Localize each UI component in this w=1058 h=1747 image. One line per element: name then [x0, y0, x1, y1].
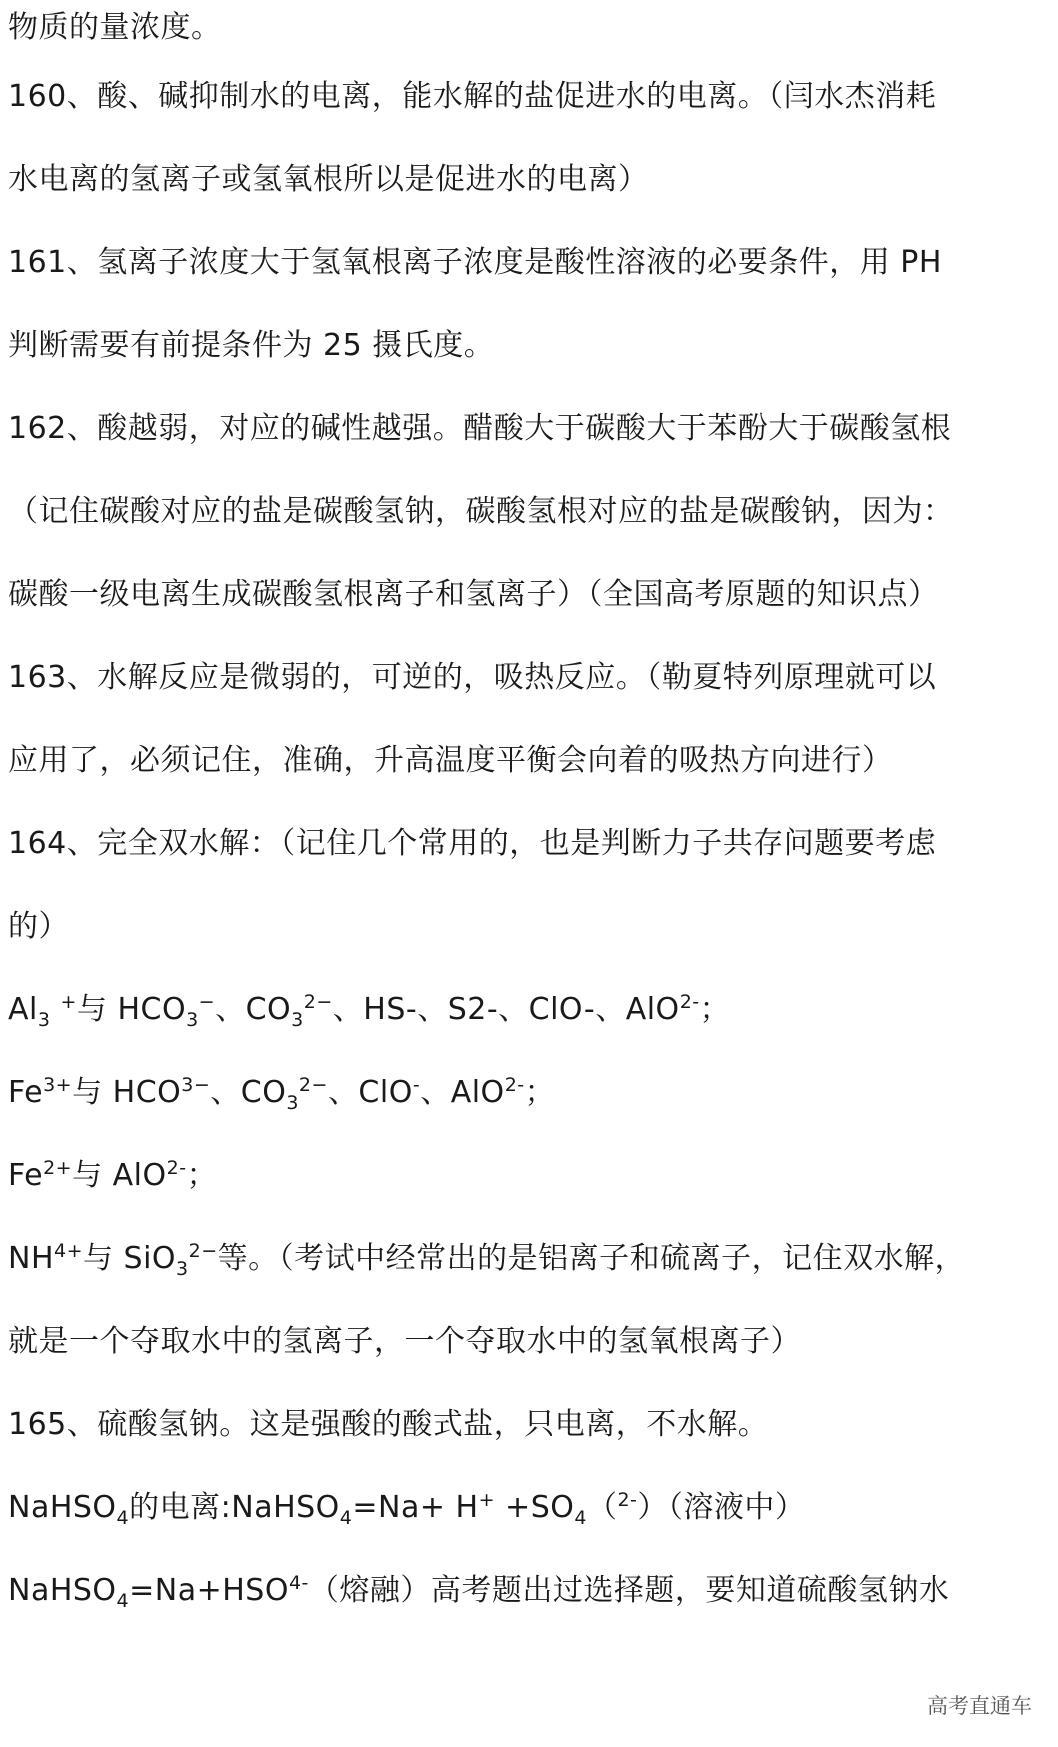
formula-subscript: 4 — [116, 1590, 130, 1612]
formula-superscript: 4+ — [54, 1240, 84, 1262]
formula-subscript: 3 — [37, 1009, 51, 1031]
formula-text: +SO — [495, 1490, 575, 1525]
paragraph-line: 163、水解反应是微弱的，可逆的，吸热反应。（勒夏特列原理就可以 — [8, 660, 937, 695]
formula-text: 、ClO — [327, 1075, 413, 1110]
formula-text: NaHSO — [8, 1490, 117, 1525]
formula-subscript: 4 — [574, 1507, 587, 1529]
paragraph-line: 碳酸一级电离生成碳酸氢根离子和氢离子）（全国高考原题的知识点） — [8, 577, 939, 612]
formula-superscript: 2− — [298, 1074, 328, 1096]
formula-superscript: 2- — [504, 1074, 525, 1096]
paragraph-line: 161、氢离子浓度大于氢氧根离子浓度是酸性溶液的必要条件，用 PH — [8, 245, 942, 280]
formula-superscript: + — [478, 1489, 496, 1511]
paragraph-line: 160、酸、碱抑制水的电离，能水解的盐促进水的电离。（闫水杰消耗 — [8, 79, 937, 114]
formula-text: （熔融）高考题出过选择题，要知道硫酸氢钠水 — [308, 1573, 950, 1608]
formula-text: 、HS-、S2-、ClO-、AlO — [332, 992, 680, 1027]
paragraph-line: 就是一个夺取水中的氢离子，一个夺取水中的氢氧根离子） — [8, 1324, 801, 1359]
formula-text: 的电离:NaHSO — [129, 1490, 340, 1525]
formula-text: 等。（考试中经常出的是铝离子和硫离子，记住双水解， — [217, 1241, 966, 1276]
formula-subscript: 3 — [291, 1009, 304, 1031]
formula-text: =Na+HSO — [129, 1573, 289, 1608]
formula-superscript: 2- — [617, 1489, 638, 1511]
formula-subscript: 3 — [176, 1258, 189, 1280]
paragraph-line: （记住碳酸对应的盐是碳酸氢钠，碳酸氢根对应的盐是碳酸钠，因为： — [8, 494, 954, 529]
formula-superscript: − — [198, 991, 216, 1013]
formula-text: 、CO — [215, 992, 292, 1027]
formula-superscript: 3− — [181, 1074, 211, 1096]
formula-text: ）（溶液中） — [637, 1490, 806, 1525]
formula-text: ； — [524, 1075, 556, 1110]
formula-subscript: 4 — [116, 1507, 130, 1529]
formula-text: Fe — [8, 1158, 44, 1193]
formula-text: 、AlO — [420, 1075, 505, 1110]
formula-text: 与 AlO — [72, 1158, 167, 1193]
formula-text: ； — [186, 1158, 218, 1193]
formula-line-fe2 — [8, 1134, 1050, 1217]
paragraph-line: 162、酸越弱，对应的碱性越强。醋酸大于碳酸大于苯酚大于碳酸氢根 — [8, 411, 952, 446]
formula-subscript: 4 — [339, 1507, 353, 1529]
paragraph-line: 165、硫酸氢钠。这是强酸的酸式盐，只电离，不水解。 — [8, 1407, 769, 1442]
formula-text: （ — [586, 1490, 618, 1525]
formula-subscript: 3 — [186, 1009, 199, 1031]
formula-superscript: + — [60, 991, 77, 1013]
source-watermark: 高考直通车 — [927, 1694, 1032, 1718]
formula-line-al3 — [8, 968, 1050, 1051]
formula-superscript: 2+ — [43, 1157, 73, 1179]
formula-superscript: 2- — [166, 1157, 187, 1179]
paragraph-line: 的） — [8, 909, 69, 944]
paragraph-line: 应用了，必须记住，准确，升高温度平衡会向着的吸热方向进行） — [8, 743, 893, 778]
formula-text: ； — [699, 992, 731, 1027]
formula-text: 、CO — [210, 1075, 287, 1110]
document-body — [8, 0, 1050, 1632]
formula-line-nh4 — [8, 1217, 1050, 1300]
formula-text: NaHSO — [8, 1573, 117, 1608]
formula-text: 与 SiO — [83, 1241, 177, 1276]
formula-superscript: - — [412, 1074, 421, 1096]
formula-superscript: 4- — [288, 1572, 309, 1594]
paragraph-line: 水电离的氢离子或氢氧根所以是促进水的电离） — [8, 162, 649, 197]
formula-superscript: 2− — [303, 991, 333, 1013]
formula-superscript: 2− — [188, 1240, 218, 1262]
paragraph-line: 164、完全双水解：（记住几个常用的，也是判断力子共存问题要考虑 — [8, 826, 937, 861]
formula-superscript: 3+ — [43, 1074, 73, 1096]
formula-text: 与 HCO — [72, 1075, 182, 1110]
formula-line-nahso4-ionization — [8, 1466, 1050, 1549]
paragraph-line: 物质的量浓度。 — [8, 10, 222, 45]
formula-text: NH — [8, 1241, 54, 1276]
formula-subscript: 3 — [286, 1092, 299, 1114]
formula-text: Al — [8, 992, 38, 1027]
formula-text: Fe — [8, 1075, 44, 1110]
formula-line-nahso4-molten — [8, 1549, 1050, 1632]
formula-text: 与 HCO — [76, 992, 187, 1027]
formula-line-fe3 — [8, 1051, 1050, 1134]
formula-superscript: 2- — [679, 991, 700, 1013]
paragraph-line: 判断需要有前提条件为 25 摄氏度。 — [8, 328, 495, 363]
formula-text: =Na+ H — [352, 1490, 479, 1525]
